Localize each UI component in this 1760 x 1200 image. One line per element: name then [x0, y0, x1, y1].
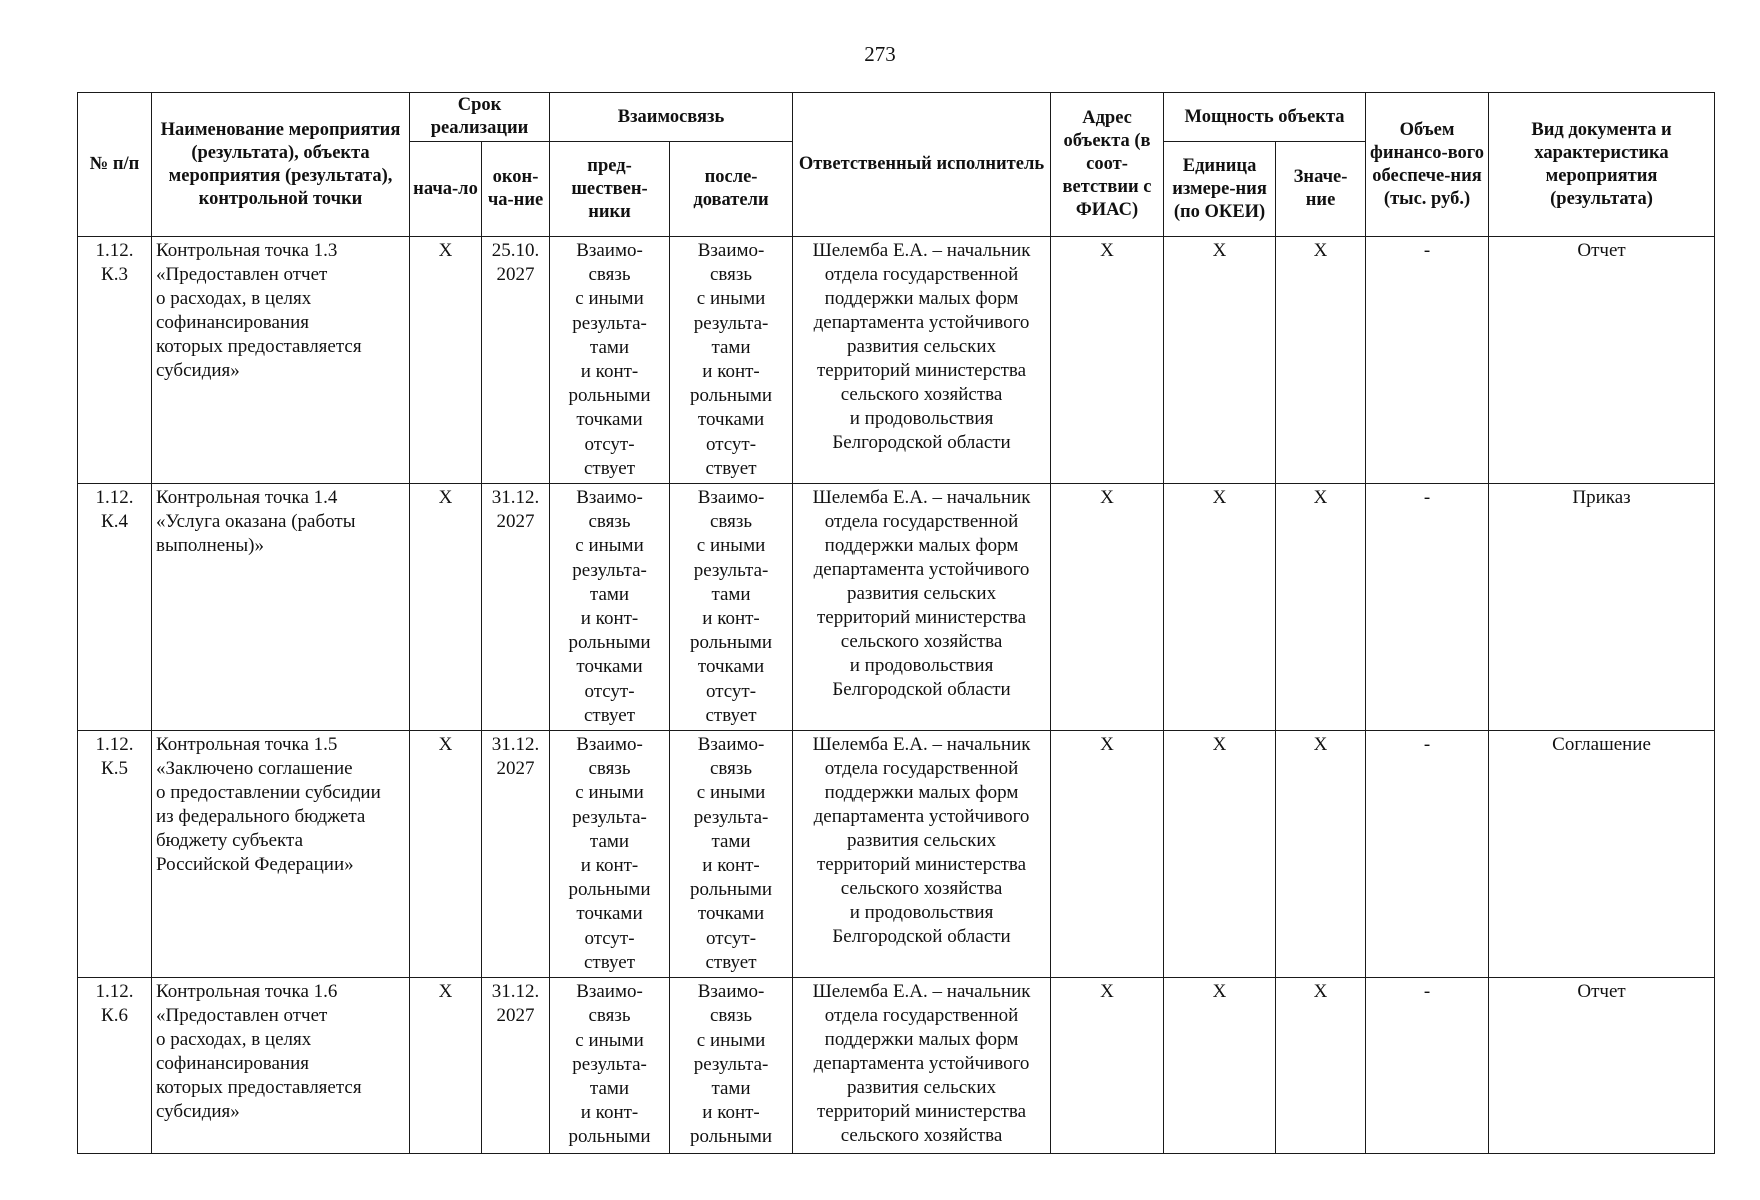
header-address: Адрес объекта (в соот-ветствии с ФИАС): [1051, 93, 1164, 237]
row-successors: Взаимо- связь с иными результа- тами и конт- рольными точками отсут- ствует: [670, 484, 793, 731]
row-end: 31.12. 2027: [482, 731, 550, 978]
header-value: Значе-ние: [1276, 142, 1366, 237]
row-start: X: [410, 731, 482, 978]
header-successors: после-дователи: [670, 142, 793, 237]
header-num: № п/п: [78, 93, 152, 237]
row-successors: Взаимо- связь с иными результа- тами и конт- рольными: [670, 978, 793, 1154]
row-name: Контрольная точка 1.6 «Предоставлен отчет о расходах, в целях софинансирования которых предоставляется субсидия»: [152, 978, 410, 1154]
header-relation: Взаимосвязь: [550, 93, 793, 142]
row-finance: -: [1366, 731, 1489, 978]
row-predecessors: Взаимо- связь с иными результа- тами и конт- рольными точками отсут- ствует: [550, 731, 670, 978]
row-end: 25.10. 2027: [482, 237, 550, 484]
row-end: 31.12. 2027: [482, 978, 550, 1154]
row-successors: Взаимо- связь с иными результа- тами и конт- рольными точками отсут- ствует: [670, 731, 793, 978]
header-predecessors: пред-шествен-ники: [550, 142, 670, 237]
row-unit: X: [1164, 237, 1276, 484]
header-finance: Объем финансо-вого обеспече-ния (тыс. руб.): [1366, 93, 1489, 237]
row-address: X: [1051, 731, 1164, 978]
row-address: X: [1051, 484, 1164, 731]
row-value: X: [1276, 237, 1366, 484]
row-doc-type: Отчет: [1489, 237, 1715, 484]
row-start: X: [410, 978, 482, 1154]
row-name: Контрольная точка 1.4 «Услуга оказана (работы выполнены)»: [152, 484, 410, 731]
table-row: [78, 237, 1715, 484]
header-unit: Единица измере-ния (по ОКЕИ): [1164, 142, 1276, 237]
header-row-1: [78, 93, 1715, 142]
row-finance: -: [1366, 237, 1489, 484]
row-num: 1.12. К.3: [78, 237, 152, 484]
table-row: [78, 978, 1715, 1154]
table-body: [78, 237, 1715, 1154]
header-capacity: Мощность объекта: [1164, 93, 1366, 142]
row-name: Контрольная точка 1.3 «Предоставлен отчет о расходах, в целях софинансирования которых предоставляется субсидия»: [152, 237, 410, 484]
row-executor: Шелемба Е.А. – начальник отдела государственной поддержки малых форм департамента устойчивого развития сельских территорий министерства сельского хозяйства и продовольствия Белгородской области: [793, 237, 1051, 484]
row-doc-type: Соглашение: [1489, 731, 1715, 978]
row-value: X: [1276, 731, 1366, 978]
row-unit: X: [1164, 731, 1276, 978]
row-num: 1.12. К.5: [78, 731, 152, 978]
row-address: X: [1051, 237, 1164, 484]
row-finance: -: [1366, 978, 1489, 1154]
header-term-end: окон-ча-ние: [482, 142, 550, 237]
row-value: X: [1276, 978, 1366, 1154]
row-start: X: [410, 484, 482, 731]
row-predecessors: Взаимо- связь с иными результа- тами и конт- рольными точками отсут- ствует: [550, 237, 670, 484]
row-unit: X: [1164, 484, 1276, 731]
row-address: X: [1051, 978, 1164, 1154]
row-executor: Шелемба Е.А. – начальник отдела государственной поддержки малых форм департамента устойчивого развития сельских территорий министерства сельского хозяйства и продовольствия Белгородской области: [793, 731, 1051, 978]
row-start: X: [410, 237, 482, 484]
row-name: Контрольная точка 1.5 «Заключено соглашение о предоставлении субсидии из федерального бюджета бюджету субъекта Российской Федерации»: [152, 731, 410, 978]
header-doc-type: Вид документа и характеристика мероприятия (результата): [1489, 93, 1715, 237]
table-row: [78, 731, 1715, 978]
header-term-start: нача-ло: [410, 142, 482, 237]
row-doc-type: Отчет: [1489, 978, 1715, 1154]
header-executor: Ответственный исполнитель: [793, 93, 1051, 237]
row-executor: Шелемба Е.А. – начальник отдела государственной поддержки малых форм департамента устойчивого развития сельских территорий министерства сельского хозяйства: [793, 978, 1051, 1154]
row-predecessors: Взаимо- связь с иными результа- тами и конт- рольными точками отсут- ствует: [550, 484, 670, 731]
row-num: 1.12. К.6: [78, 978, 152, 1154]
row-num: 1.12. К.4: [78, 484, 152, 731]
row-predecessors: Взаимо- связь с иными результа- тами и конт- рольными: [550, 978, 670, 1154]
row-end: 31.12. 2027: [482, 484, 550, 731]
row-doc-type: Приказ: [1489, 484, 1715, 731]
plan-table: [77, 92, 1715, 1154]
header-name: Наименование мероприятия (результата), объекта мероприятия (результата), контрольной точки: [152, 93, 410, 237]
page-number: 273: [864, 42, 896, 66]
row-successors: Взаимо- связь с иными результа- тами и конт- рольными точками отсут- ствует: [670, 237, 793, 484]
row-finance: -: [1366, 484, 1489, 731]
row-unit: X: [1164, 978, 1276, 1154]
header-term: Срок реализации: [410, 93, 550, 142]
row-value: X: [1276, 484, 1366, 731]
table-row: [78, 484, 1715, 731]
row-executor: Шелемба Е.А. – начальник отдела государственной поддержки малых форм департамента устойчивого развития сельских территорий министерства сельского хозяйства и продовольствия Белгородской области: [793, 484, 1051, 731]
